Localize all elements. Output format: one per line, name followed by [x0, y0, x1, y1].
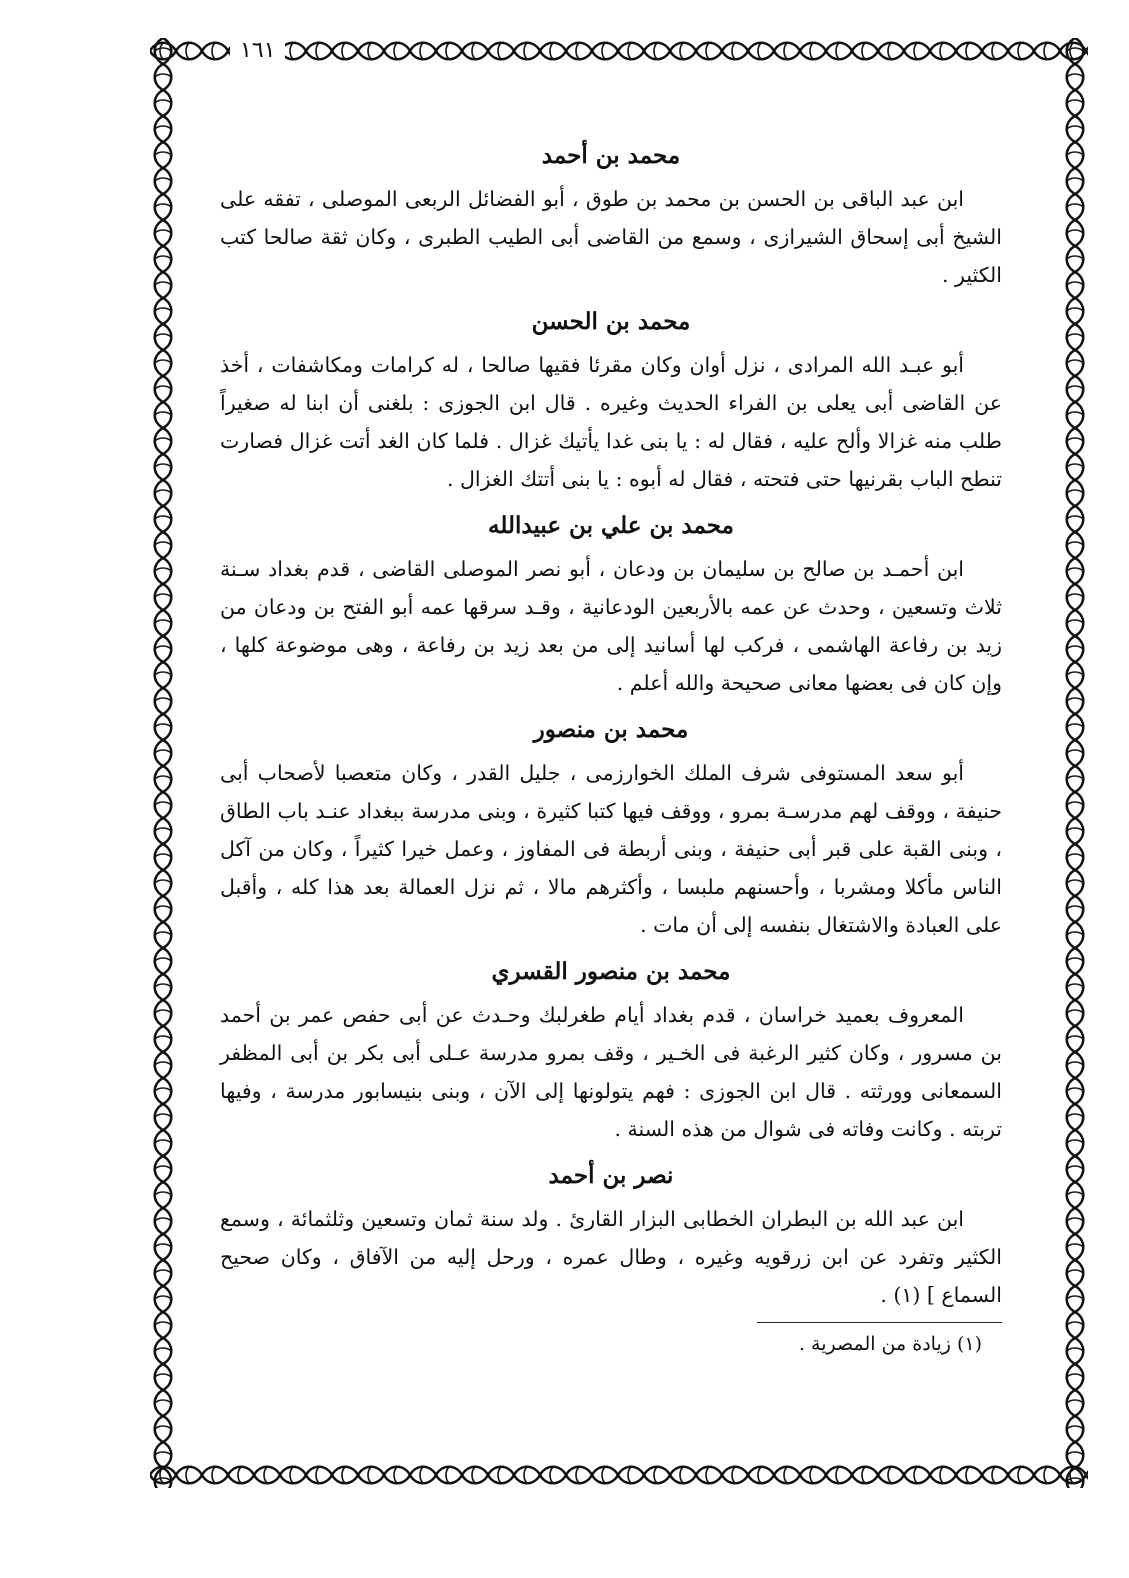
ornament-border-left [150, 38, 176, 1488]
entry-paragraph: ابن عبد الله بن البطران الخطابى البزار القارئ . ولد سنة ثمان وتسعين وثلثمائة ، وسمع الكثير وتفرد عن ابن زرقويه وغيره ، وطال عمره ، ورحل إليه من الآفاق ، وكان صحيح السماع ] (١) . [220, 1207, 1002, 1307]
footnote: (١) زيادة من المصرية . [798, 1333, 982, 1355]
entry-heading: محمد بن أحمد [541, 142, 681, 169]
entry [220, 506, 1002, 702]
entry [220, 136, 1002, 294]
entry-paragraph: ابن عبد الباقى بن الحسن بن محمد بن طوق ، أبو الفضائل الربعى الموصلى ، تفقه على الشيخ أبى إسحاق الشيرازى ، وسمع من القاضى أبى الطيب الطبرى ، وكان ثقة صالحا كتب الكثير . [220, 187, 1002, 287]
chain-ornament-bottom [150, 1462, 1088, 1488]
entry-heading: محمد بن الحسن [531, 308, 691, 335]
ornament-border-top [150, 38, 1088, 64]
entry [220, 952, 1002, 1148]
entry-heading: محمد بن منصور القسري [491, 958, 731, 985]
footnote-divider [757, 1322, 1002, 1323]
entry-paragraph: ابن أحمـد بن صالح بن سليمان بن ودعان ، أبو نصر الموصلى القاضى ، قدم بغداد سـنة ثلاث وتسعين ، وحدث عن عمه بالأربعين الودعانية ، وقـد سرقها عمه أبو الفتح بن ودعان من زيد بن رفاعة الهاشمى ، فركب لها أسانيد إلى من بعد زيد بن رفاعة ، وهى موضوعة كلها ، وإن كان فى بعضها معانى صحيحة والله أعلم . [220, 557, 1002, 695]
entry [220, 1156, 1002, 1314]
page-body [220, 128, 1002, 1408]
chain-ornament-top [150, 38, 1088, 64]
chain-ornament-right [1062, 38, 1088, 1488]
entry [220, 302, 1002, 498]
entry-heading: محمد بن منصور [533, 716, 689, 743]
ornament-border-right [1062, 38, 1088, 1488]
ornament-border-bottom [150, 1462, 1088, 1488]
ornamental-frame [150, 38, 1088, 1488]
entry-paragraph: المعروف بعميد خراسان ، قدم بغداد أيام طغرلبك وحـدث عن أبى حفص عمر بن أحمد بن مسرور ، وكان كثير الرغبة فى الخـير ، وقف بمرو مدرسة عـلى أبى بكر بن أبى المظفر السمعانى وورثته . قال ابن الجوزى : فهم يتولونها إلى الآن ، وبنى بنيسابور مدرسة ، وفيها تربته . وكانت وفاته فى شوال من هذه السنة . [220, 1003, 1002, 1141]
entry-paragraph: أبو عبـد الله المرادى ، نزل أوان وكان مقرئا فقيها صالحا ، له كرامات ومكاشفات ، أخذ عن القاضى أبى يعلى بن الفراء الحديث وغيره . قال ابن الجوزى : بلغنى أن ابنا له صغيراً طلب منه غزالا وألح عليه ، فقال له : يا بنى غدا يأتيك غزال . فلما كان الغد أتت غزال فصارت تنطح الباب بقرنيها حتى فتحته ، فقال له أبوه : يا بنى أتتك الغزال . [220, 353, 1002, 491]
entry [220, 710, 1002, 944]
entry-heading: محمد بن علي بن عبيدالله [488, 512, 734, 539]
page-number: ١٦١ [230, 40, 285, 62]
entry-heading: نصر بن أحمد [548, 1162, 674, 1189]
chain-ornament-left [150, 38, 176, 1488]
entry-paragraph: أبو سعد المستوفى شرف الملك الخوارزمى ، جليل القدر ، وكان متعصبا لأصحاب أبى حنيفة ، ووقف لهم مدرسـة بمرو ، ووقف فيها كتبا كثيرة ، وبنى مدرسة ببغداد عنـد باب الطاق ، وبنى القبة على قبر أبى حنيفة ، وبنى أربطة فى المفاوز ، وعمل خيرا كثيراً ، وكان من آكل الناس مأكلا ومشربا ، وأحسنهم ملبسا ، وأكثرهم مالا ، ثم نزل العمالة بعد هذا كله ، وأقبل على العبادة والاشتغال بنفسه إلى أن مات . [220, 761, 1002, 937]
